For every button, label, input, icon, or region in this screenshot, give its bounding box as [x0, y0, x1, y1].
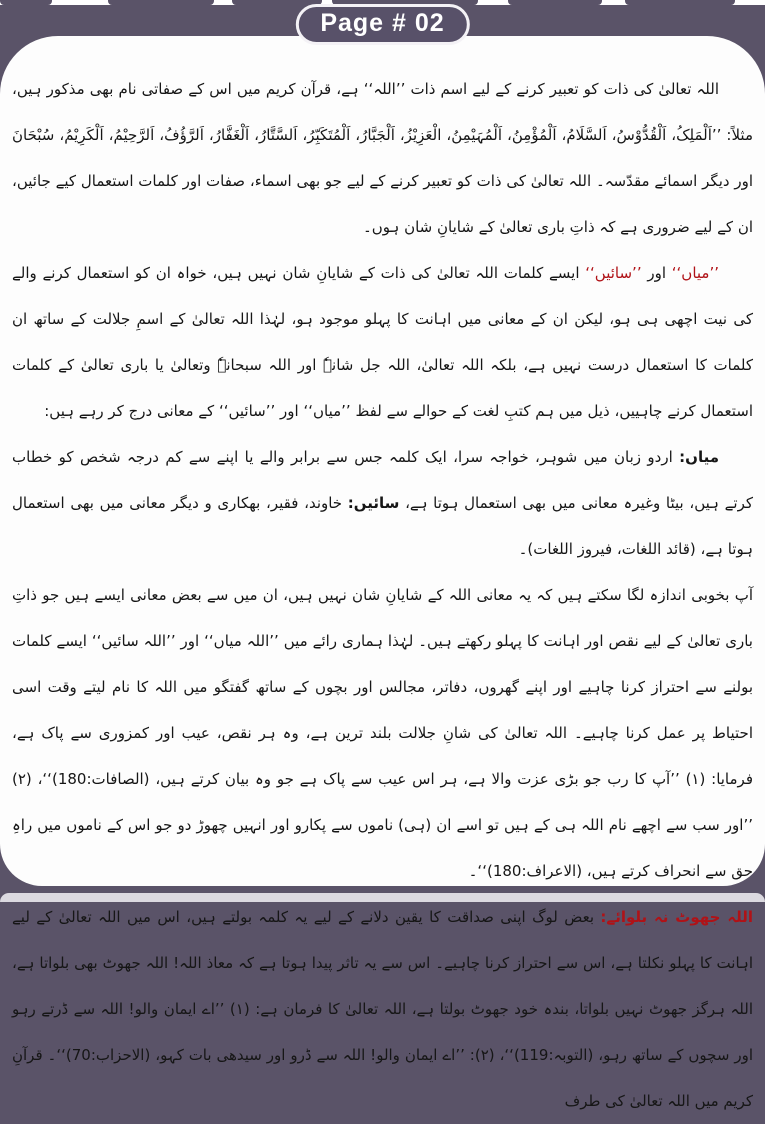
- top-edge-tab: [0, 0, 52, 5]
- page-number-label: Page # 02: [320, 9, 445, 37]
- para1-tail-text: اور دیگر اسمائے مقدّسہ۔ اللہ تعالیٰ کی ذات کو تعبیر کرنے کے لیے جو بھی اسماء، صفات اور کلمات استعمال کیے جائیں، ان کے لیے ضروری ہے کہ ذاتِ باری تعالیٰ کے شایانِ شان ہوں۔: [12, 172, 753, 236]
- paragraph-divine-names: [12, 66, 753, 250]
- paragraph-advice: [12, 572, 753, 894]
- document-page: [0, 36, 765, 1110]
- top-edge-tab: [625, 0, 735, 5]
- para5-heading: اللہ جھوٹ نہ بلوائے:: [600, 908, 754, 926]
- para3-definition-mian: اردو زبان میں شوہر، خواجہ سرا، ایک کلمہ جس سے برابر والے یا اپنے سے کم درجہ شخص کو خطاب کرتے ہیں، بیٹا وغیرہ معانی میں بھی استعمال ہوتا ہے،: [12, 448, 754, 512]
- para2-word-mian: ’’میاں‘‘: [671, 264, 719, 282]
- para4-body-text: آپ بخوبی اندازہ لگا سکتے ہیں کہ یہ معانی اللہ کے شایانِ شان نہیں ہیں، ان میں سے بعض معانی ایسے ہیں جو ذاتِ باری تعالیٰ کے لیے نقص اور اہانت کا پہلو رکھتے ہیں۔ لہٰذا ہماری رائے میں ’’اللہ میاں‘‘ اور ’’اللہ سائیں‘‘ ایسے کلمات بولنے سے احتراز کرنا چاہیے اور اپنے گھروں، دفاتر، مجالس اور بچوں کے ساتھ گفتگو میں اللہ کا نام لیتے وقت اسی احتیاط پر عمل کرنا چاہیے۔ اللہ تعالیٰ کی شانِ جلالت بلند ترین ہے، وہ ہر نقص، عیب اور کمزوری سے پاک ہے، فرمایا: (۱) ’’آپ کا رب جو بڑی عزت والا ہے، ہر اس عیب سے پاک ہے جو وہ بیان کرتے ہیں، (الصافات:180)‘‘، (۲) ’’اور سب سے اچھے نام اللہ ہی کے ہیں تو اسے ان (ہی) ناموں سے پکارو اور انہیں چھوڑ دو جو اس کے ناموں میں راہِ حق سے انحراف کرتے ہیں، (الاعراف:180)‘‘۔: [12, 586, 753, 880]
- para2-body-text: ایسے کلمات اللہ تعالیٰ کی ذات کے شایانِ شان نہیں ہیں، خواہ ان کو استعمال کرنے والے کی نیت اچھی ہی ہو، لیکن ان کے معانی میں اہانت کا پہلو موجود ہو، لہٰذا اللہ تعالیٰ کے اسمِ جلالت کے ساتھ ان کلمات کا استعمال درست نہیں ہے، بلکہ اللہ تعالیٰ، اللہ جل شانہٗ اور اللہ سبحانہٗ وتعالیٰ یا باری تعالیٰ کے کلمات استعمال کرنے چاہییں، ذیل میں ہم کتبِ لغت کے حوالے سے لفظ ’’میاں‘‘ اور ’’سائیں‘‘ کے معانی درج کر رہے ہیں:: [12, 264, 753, 420]
- para1-arabic-names: ’’اَلْمَلِکُ، اَلْقُدُّوْسُ، اَلسَّلَامُ، اَلْمُؤْمِنُ، اَلْمُہَیْمِنُ، الْعَزِیْزُ، اَلْجَبَّارُ، اَلْمُتَکَبِّرُ، اَلسَّتَّارُ، اَلْغَفَّارُ، اَلرَّؤُفُ، اَلرَّحِیْمُ، اَلْکَرِیْمُ، سُبْحَانَ: [12, 126, 722, 144]
- para3-term-mian: میاں:: [679, 448, 719, 466]
- paragraph-allah-jhoot-na-bulwaye: [12, 894, 753, 1124]
- paragraph-mian-sain: [12, 250, 753, 434]
- page-number-badge: [295, 4, 469, 45]
- para2-word-sain: ’’سائیں‘‘: [585, 264, 642, 282]
- para3-definition-sain: خاوند، فقیر، بھکاری و دیگر معانی میں بھی استعمال ہوتا ہے، (قائد اللغات، فیروز اللغات)۔: [12, 494, 753, 558]
- top-edge-tab: [508, 0, 602, 5]
- paragraph-dictionary-meanings: [12, 434, 753, 572]
- para2-separator: اور: [641, 264, 672, 282]
- para3-term-sain: سائیں:: [347, 494, 400, 512]
- para1-lead-text: اللہ تعالیٰ کی ذات کو تعبیر کرنے کے لیے اسم ذات ’’اللہ‘‘ ہے، قرآن کریم میں اس کے صفاتی نام بھی مذکور ہیں، مثلاً:: [12, 80, 753, 144]
- para5-body-text: بعض لوگ اپنی صداقت کا یقین دلانے کے لیے یہ کلمہ بولتے ہیں، اس میں اللہ تعالیٰ کے لیے اہانت کا پہلو نکلتا ہے، اس سے احتراز کرنا چاہیے۔ اس سے یہ تاثر پیدا ہوتا ہے کہ معاذ اللہ! اللہ جھوٹ بھی بلواتا ہے، اللہ ہرگز جھوٹ نہیں بلواتا، بندہ خود جھوٹ بولتا ہے، اللہ تعالیٰ کا فرمان ہے: (۱) ’’اے ایمان والو! اللہ سے ڈرتے رہو اور سچوں کے ساتھ رہو، (التوبہ:119)‘‘، (۲): ’’اے ایمان والو! اللہ سے ڈرو اور سیدھی بات کہو، (الاحزاب:70)‘‘۔ قرآنِ کریم میں اللہ تعالیٰ کی طرف: [12, 908, 754, 1110]
- next-page-edge: [0, 893, 765, 902]
- top-edge-tab: [108, 0, 214, 5]
